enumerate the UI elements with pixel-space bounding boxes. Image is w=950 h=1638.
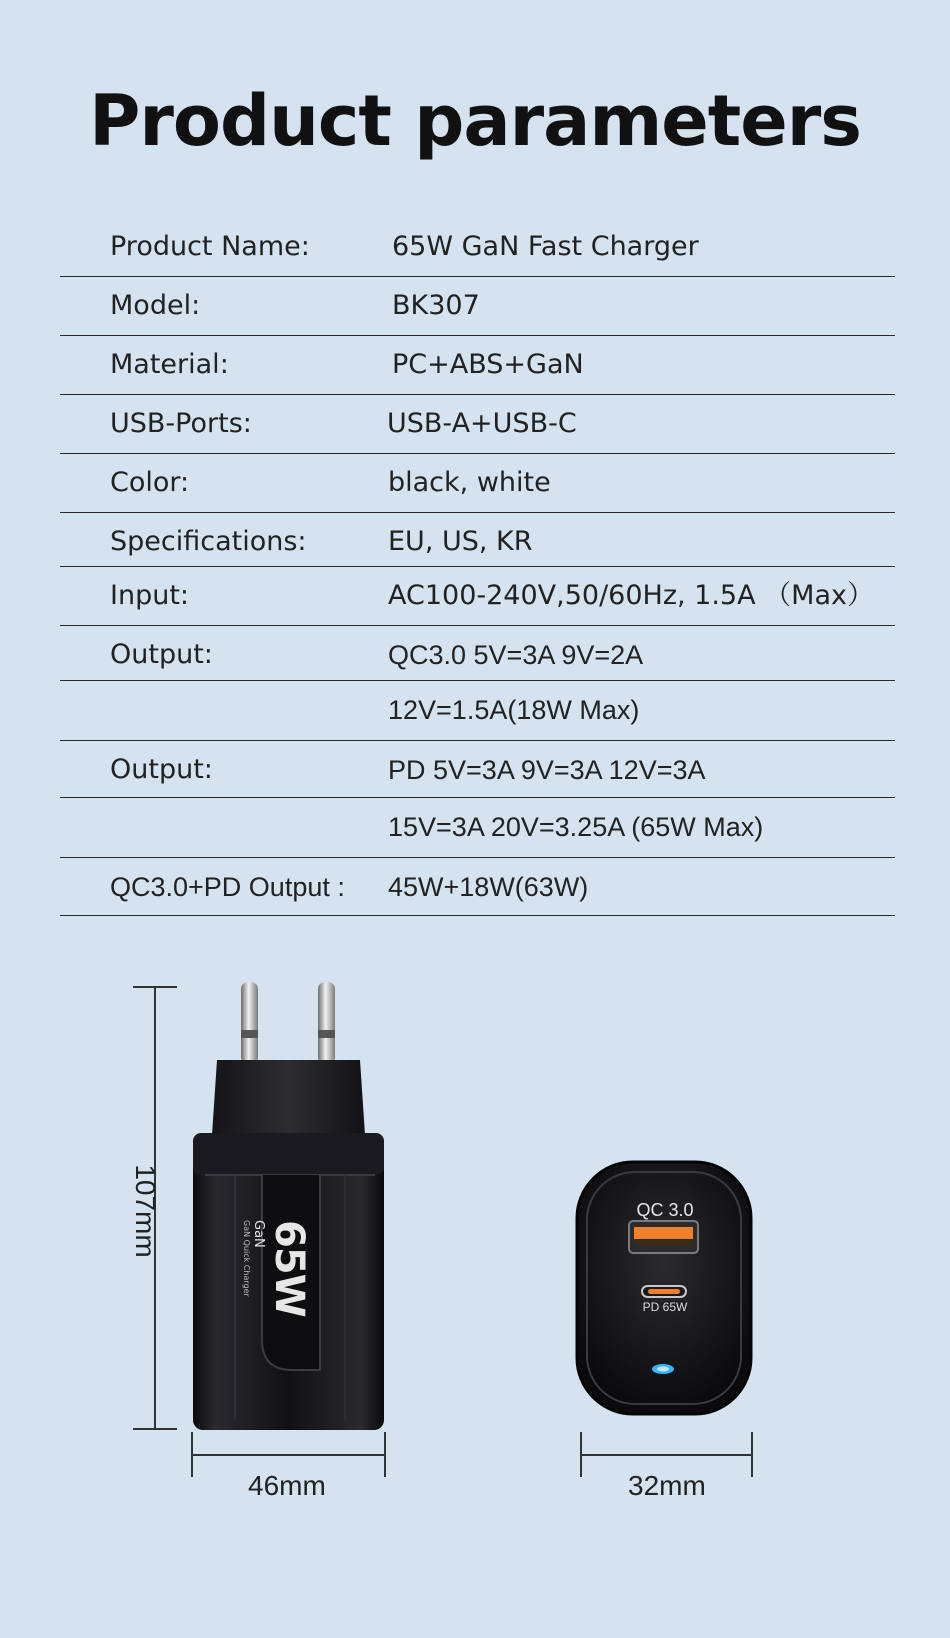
param-key: Model: bbox=[110, 290, 201, 321]
param-key: Specifications: bbox=[110, 526, 307, 557]
param-value: USB-A+USB-C bbox=[387, 408, 577, 439]
param-key: USB-Ports: bbox=[110, 408, 252, 439]
param-value: PD 5V=3A 9V=3A 12V=3A bbox=[388, 755, 706, 785]
param-value: 15V=3A 20V=3.25A (65W Max) bbox=[388, 812, 764, 842]
param-key: Product Name: bbox=[110, 231, 310, 262]
port-c-label: PD 65W bbox=[642, 1300, 688, 1314]
param-value: 12V=1.5A(18W Max) bbox=[388, 695, 640, 725]
side-brand-big: 65W bbox=[266, 1220, 312, 1317]
param-value: 65W GaN Fast Charger bbox=[392, 231, 699, 262]
param-key: Output: bbox=[110, 639, 213, 670]
param-key: Material: bbox=[110, 349, 229, 380]
page-title: Product parameters bbox=[89, 80, 861, 162]
param-key: QC3.0+PD Output : bbox=[110, 872, 345, 902]
side-brand-sub: GaN Quick Charger bbox=[242, 1220, 251, 1297]
param-value: QC3.0 5V=3A 9V=2A bbox=[388, 640, 644, 670]
param-key: Output: bbox=[110, 754, 213, 785]
param-value: BK307 bbox=[392, 290, 480, 321]
front-width-label: 32mm bbox=[628, 1470, 706, 1501]
port-a-label: QC 3.0 bbox=[636, 1200, 694, 1220]
param-key: Input: bbox=[110, 580, 190, 611]
param-key: Color: bbox=[110, 467, 190, 498]
side-brand-small: GaN bbox=[251, 1220, 266, 1248]
param-value: EU, US, KR bbox=[388, 526, 533, 557]
param-value: black, white bbox=[388, 467, 551, 498]
param-value: AC100-240V,50/60Hz, 1.5A （Max） bbox=[388, 580, 874, 611]
param-value: PC+ABS+GaN bbox=[392, 349, 584, 380]
height-dim-label: 107mm bbox=[130, 1164, 161, 1258]
side-width-label: 46mm bbox=[248, 1470, 326, 1501]
param-value: 45W+18W(63W) bbox=[388, 872, 589, 902]
